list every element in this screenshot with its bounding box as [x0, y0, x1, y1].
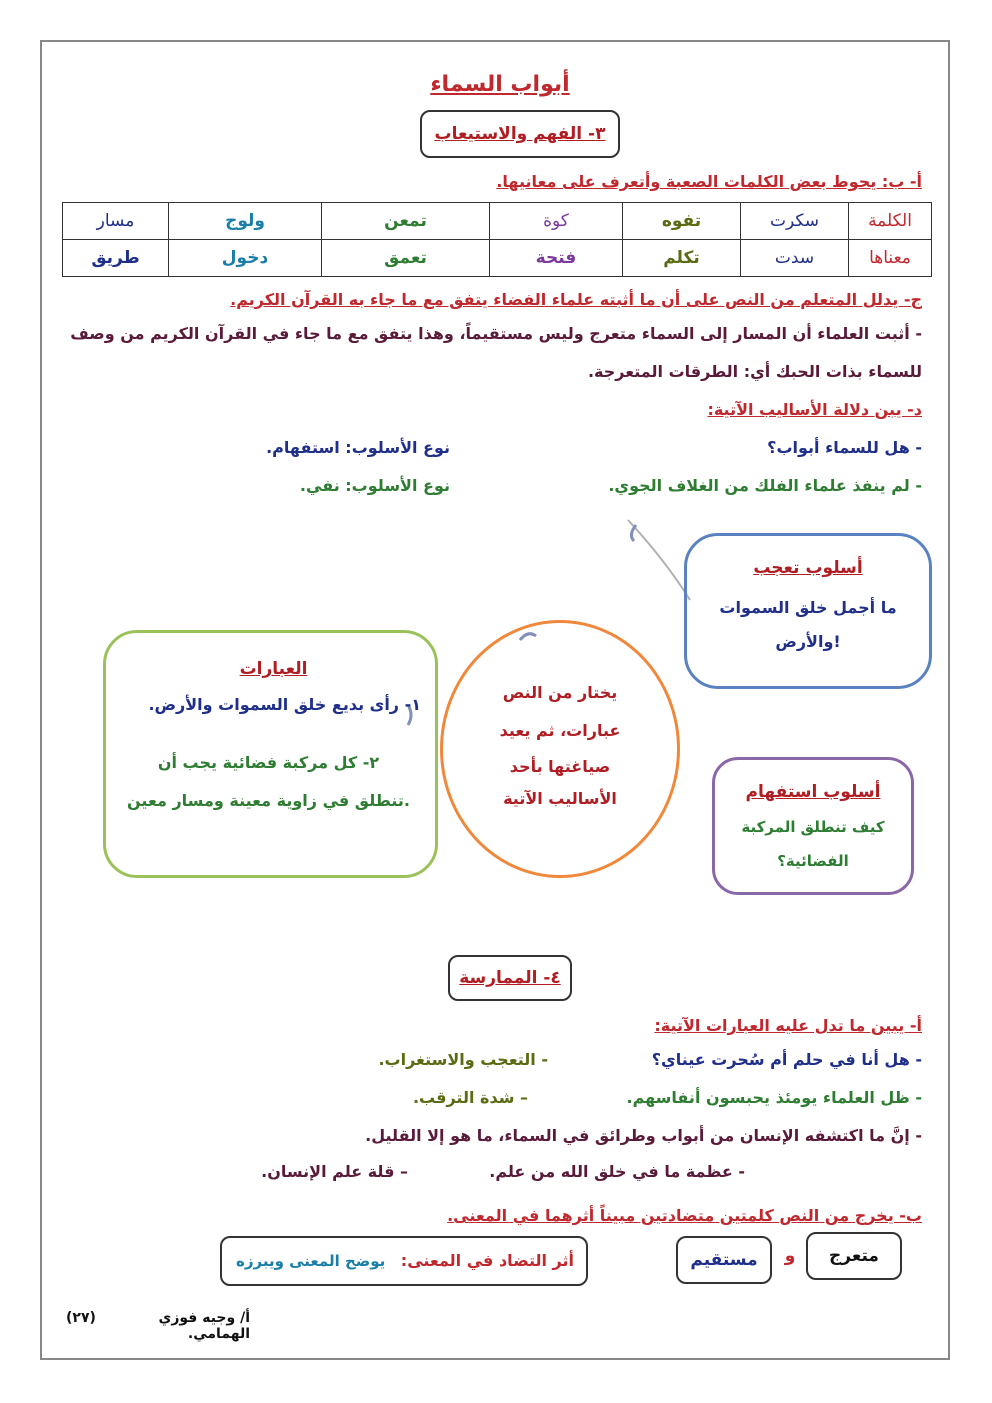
center-text-line: يختار من النص: [502, 683, 618, 702]
part-c-line2: للسماء بذات الحبك أي: الطرقات المتعرجة.: [587, 362, 922, 381]
connector-line: [628, 520, 690, 600]
phrases-bubble: [103, 630, 438, 878]
footer-page-number: (٢٧): [66, 1310, 96, 1326]
phrase-item: ١- رأى بديع خلق السموات والأرض.: [148, 695, 421, 714]
part-c-line1: - أثبت العلماء أن المسار إلى السماء متعرج وليس مستقيماً، وهذا يتفق مع ما جاء في القرآن الكريم من وصف: [70, 324, 922, 343]
center-circle: [440, 620, 680, 878]
part-a-label: أ- ب: يحوط بعض الكلمات الصعبة وأتعرف على معانيها.: [496, 172, 922, 191]
center-text-line: الأساليب الآتية: [503, 789, 617, 808]
vocab-word: تمعن: [322, 203, 490, 240]
vocab-header-word: الكلمة: [849, 203, 932, 240]
connector-arrow: [631, 525, 636, 541]
style-type: نوع الأسلوب: استفهام.: [266, 438, 450, 457]
meaning-result: - التعجب والاستغراب.: [378, 1050, 548, 1069]
exclamation-line: والأرض!: [775, 632, 841, 651]
vocab-header-meaning: معناها: [849, 240, 932, 277]
exclamation-title: أسلوب تعجب: [753, 558, 863, 578]
meaning-result: – قلة علم الإنسان.: [261, 1162, 408, 1181]
phrase-item-line: تنطلق في زاوية معينة ومسار معين.: [127, 791, 410, 810]
meaning-result: – شدة الترقب.: [412, 1088, 528, 1107]
vocab-meaning: دخول: [169, 240, 322, 277]
vocab-meaning: تعمق: [322, 240, 490, 277]
exclamation-line: ما أجمل خلق السموات: [719, 598, 897, 617]
exclamation-bubble: [684, 533, 932, 689]
vocab-word: تفوه: [623, 203, 741, 240]
phrases-title: العبارات: [239, 659, 308, 679]
vocab-meaning: سدت: [741, 240, 849, 277]
part-c-label: ج- يدلل المتعلم من النص على أن ما أثبته علماء الفضاء يتفق مع ما جاء به القرآن الكريم.: [230, 290, 922, 309]
meaning-sentence: - هل أنا في حلم أم سُحرت عيناي؟: [651, 1050, 922, 1069]
section4-heading: ٤- الممارسة: [448, 955, 572, 1001]
antonym-effect-box: [220, 1236, 588, 1286]
antonym-word-2: مستقيم: [676, 1236, 772, 1284]
section4-part-b-label: ب- يخرج من النص كلمتين متضادتين مبيناً أثرهما في المعنى.: [447, 1206, 922, 1225]
center-text-line: صياغتها بأحد: [509, 757, 611, 776]
style-sentence: - لم ينفذ علماء الفلك من الغلاف الجوي.: [608, 476, 922, 495]
part-d-label: د- يبن دلالة الأساليب الآتية:: [707, 400, 922, 419]
antonym-connector: و: [784, 1246, 796, 1266]
question-line: كيف تنطلق المركبة: [741, 818, 885, 836]
question-title: أسلوب استفهام: [745, 782, 881, 802]
vocab-meaning: تكلم: [623, 240, 741, 277]
footer-author: أ/ وجيه فوزي الهمامي.: [158, 1310, 250, 1342]
vocab-word: مسار: [63, 203, 169, 240]
page-title: أبواب السماء: [430, 72, 570, 97]
vocab-meaning: طريق: [63, 240, 169, 277]
phrase-item-line: ٢- كل مركبة فضائية يجب أن: [157, 753, 380, 772]
style-type: نوع الأسلوب: نفي.: [299, 476, 450, 495]
center-text-line: عبارات، ثم يعيد: [499, 721, 621, 740]
antonym-effect-label: أثر التضاد في المعنى:: [400, 1251, 574, 1270]
vocab-word: سكرت: [741, 203, 849, 240]
vocab-meaning: فتحة: [490, 240, 623, 277]
antonym-effect-value: يوضح المعنى ويبرزه: [236, 1252, 386, 1270]
meaning-sentence: - إنَّ ما اكتشفه الإنسان من أبواب وطرائق في السماء، ما هو إلا القليل.: [365, 1126, 922, 1145]
question-bubble: [712, 757, 914, 895]
meaning-sentence: - عظمة ما في خلق الله من علم.: [489, 1162, 745, 1181]
vocab-word: كوة: [490, 203, 623, 240]
antonym-word-1: متعرج: [806, 1232, 902, 1280]
section3-heading: ٣- الفهم والاستيعاب: [420, 110, 620, 158]
question-line: الفضائية؟: [777, 852, 849, 870]
vocab-word: ولوج: [169, 203, 322, 240]
section4-part-a-label: أ- يبين ما تدل عليه العبارات الآتية:: [654, 1016, 922, 1035]
style-sentence: - هل للسماء أبواب؟: [767, 438, 922, 457]
meaning-sentence: - ظل العلماء يومئذ يحبسون أنفاسهم.: [626, 1088, 922, 1107]
